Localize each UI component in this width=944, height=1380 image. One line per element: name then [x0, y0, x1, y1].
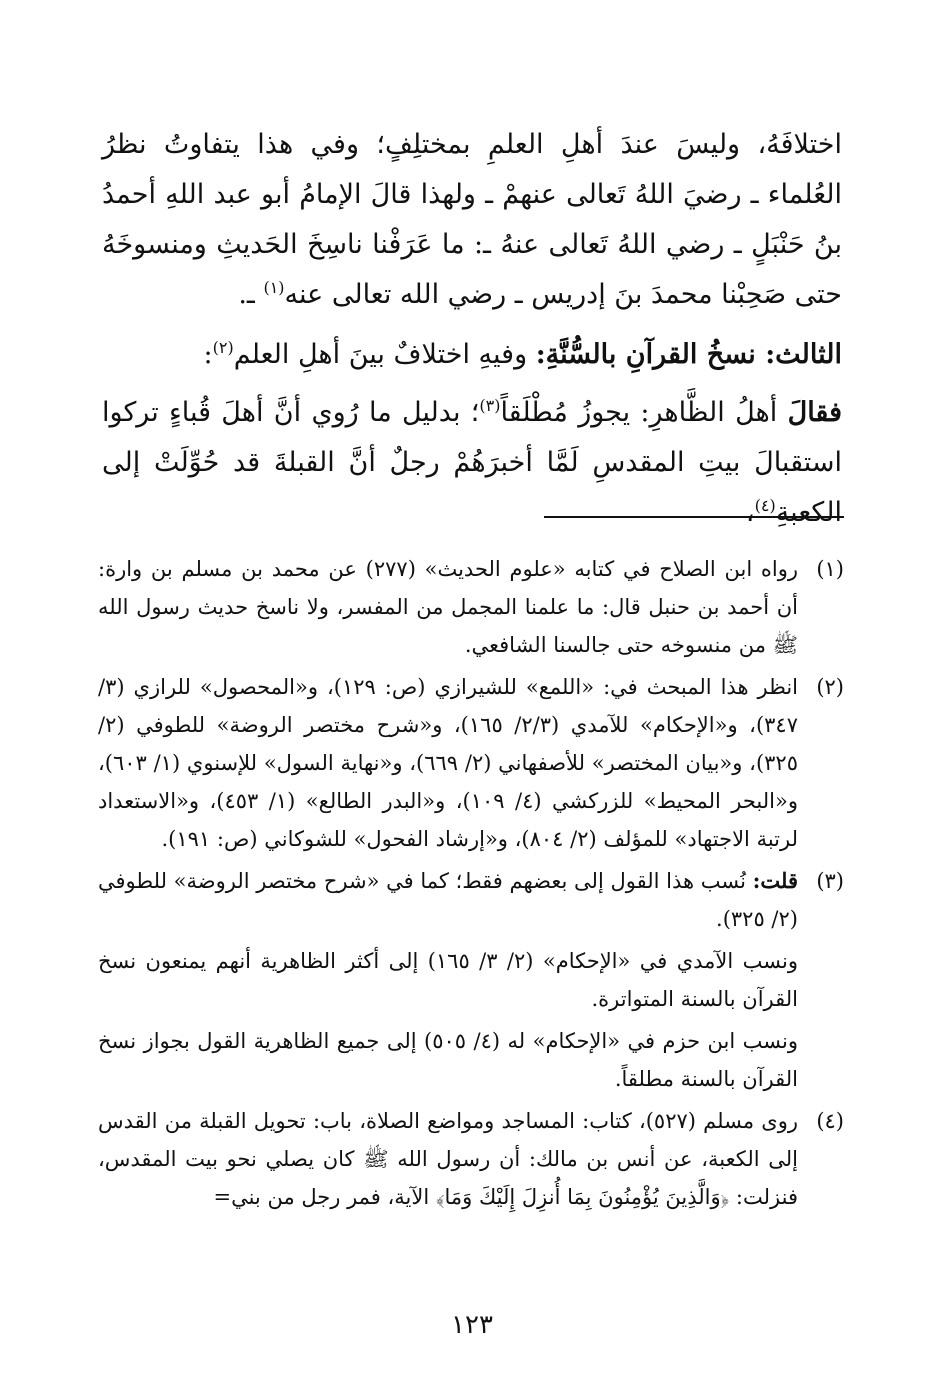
footnote-number: (٣) [816, 869, 844, 893]
section-heading: الثالث: نسخُ القرآنِ بالسُّنَّةِ: وفيهِ اختلافٌ بينَ أهلِ العلم$^{(٢)}$: [203, 338, 842, 370]
footnote-4 [98, 1102, 844, 1216]
footnote-text: انظر هذا المبحث في: «اللمع» للشيرازي (ص: ١٢٩)، و«المحصول» للرازي (٣/ ٣٤٧)، و«الإحكام» للآمدي (٢/٣/ ١٦٥)، و«شرح مختصر الروضة» للطوفي (٢/ ٣٢٥)، و«بيان المختصر» للأصفهاني (٢/ ٦٦٩)، و«نهاية السول» للإسنوي (١/ ٦٠٣)، و«البحر المحيط» للزركشي (٤/ ١٠٩)، و«البدر الطالع» (١/ ٤٥٣)، و«الاستعداد لرتبة الاجتهاد» للمؤلف (٢/ ٨٠٤)، و«إرشاد الفحول» للشوكاني (ص: ١٩١). [98, 675, 799, 851]
footnote-text: رواه ابن الصلاح في كتابه «علوم الحديث» (٢٧٧) عن محمد بن مسلم بن وارة: أن أحمد بن حنبل قال: ما علمنا المجمل من المفسر، ولا ناسخ حديث رسول الله ﷺ من منسوخه حتى جالسنا الشافعي. [98, 557, 799, 657]
footnote-1 [98, 550, 844, 664]
footnote-ref-3[interactable]: (٣) [479, 396, 501, 415]
footnote-ref-4[interactable]: (٤) [754, 496, 776, 515]
footnote-number: (٢) [816, 675, 844, 699]
footnote-ref-1[interactable]: (١) [263, 278, 285, 297]
page-number: ١٢٣ [451, 1310, 493, 1340]
footnote-text: روى مسلم (٥٢٧)، كتاب: المساجد ومواضع الصلاة، باب: تحويل القبلة من القدس إلى الكعبة، عن أنس بن مالك: أن رسول الله ﷺ كان يصلي نحو بيت المقدس، فنزلت: ﴿وَالَّذِينَ يُؤْمِنُونَ بِمَا أُنزِلَ إِلَيْكَ وَمَا﴾ الآية، فمر رجل من بني= [98, 1109, 798, 1209]
footnote-number: (١) [816, 557, 844, 581]
main-text [102, 120, 842, 538]
footnote-2 [98, 668, 844, 858]
footnote-text: قلت: نُسب هذا القول إلى بعضهم فقط؛ كما في «شرح مختصر الروضة» للطوفي (٢/ ٣٢٥). ونسب الآمدي في «الإحكام» (٢/ ٣/ ١٦٥) إلى أكثر الظاهرية أنهم يمنعون نسخ القرآن بالسنة المتواترة. ونسب ابن حزم في «الإحكام» له (٤/ ٥٠٥) إلى جميع الظاهرية القول بجواز نسخ القرآن بالسنة مطلقاً. [98, 868, 798, 1091]
footnote-divider [544, 516, 844, 518]
footnotes [98, 550, 844, 1220]
paragraph-1: اختلافَهُ، وليسَ عندَ أهلِ العلمِ بمختلِفٍ؛ وفي هذا يتفاوتُ نظرُ العُلماء ـ رضيَ اللهُ تَعالى عنهمْ ـ ولهذا قالَ الإمامُ أبو عبد اللهِ أحمدُ بنُ حَنْبَلٍ ـ رضي اللهُ تَعالى عنهُ ـ: ما عَرَفْنا ناسِخَ الحَديثِ ومنسوخَهُ حتى صَحِبْنا محمدَ بنَ إدريس ـ رضي الله تعالى عنه$^{(١)}$ ـ. [102, 129, 842, 310]
footnote-3 [98, 862, 844, 1098]
paragraph-3: فقالَ أهلُ الظَّاهرِ: يجوزُ مُطْلَقاً$^{(٣)}$؛ بدليل ما رُوي أنَّ أهلَ قُباءٍ تركوا استقبالَ بيتِ المقدسِ لَمَّا أخبرَهُمْ رجلٌ أنَّ القبلةَ قد حُوِّلَتْ إلى الكعبةِ$^{(٤)}$، [102, 396, 842, 528]
footnote-number: (٤) [816, 1109, 844, 1133]
footnote-ref-2[interactable]: (٢) [212, 338, 234, 357]
